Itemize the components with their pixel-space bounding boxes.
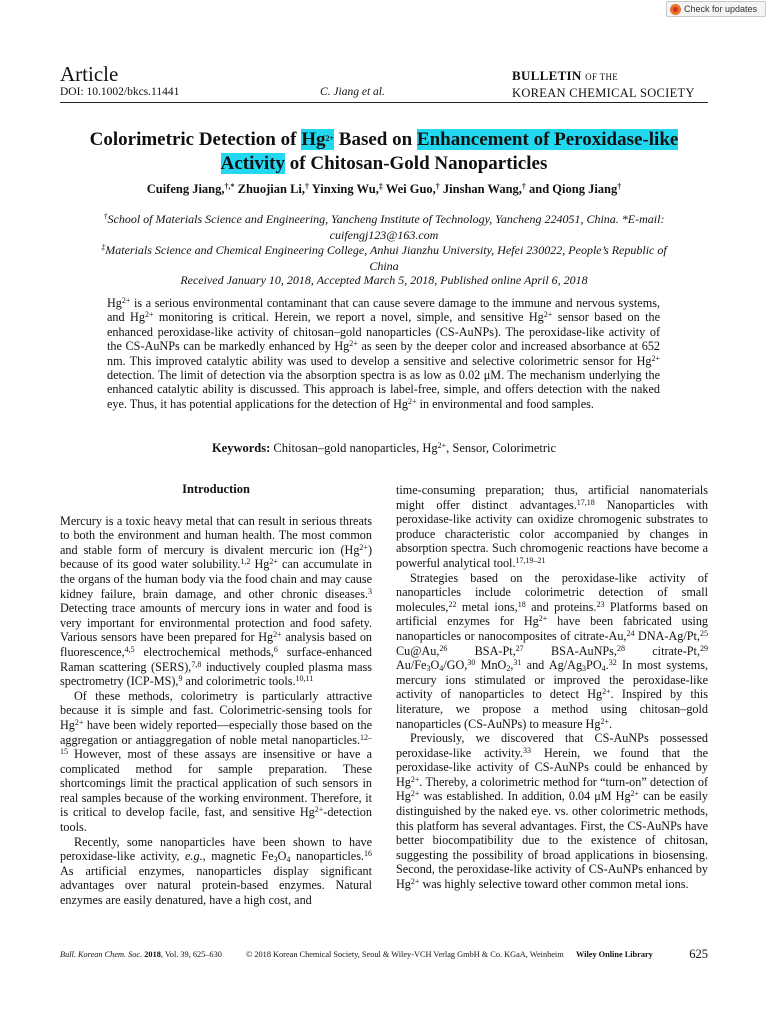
doi: DOI: 10.1002/bkcs.11441 bbox=[60, 86, 180, 98]
intro-paragraph-3: Recently, some nanoparticles have been shown to have peroxidase-like activity, e.g., magnetic $Fe_3O_4$ nanoparticles.$^{16}$ As artificial enzymes, nanoparticles display significant advantages over natural protein-based enzymes. Natural enzymes are easily denatured, have a high cost, and bbox=[60, 834, 372, 908]
abstract: $Hg^{2+}$ is a serious environmental contaminant that can cause severe damage to the immune and nervous systems, and $Hg^{2+}$ monitoring is critical. Herein, we report a novel, simple, and sensitive $Hg^{2+}$ sensor based on the enhanced peroxidase-like activity of chitosan–gold nanoparticles (CS-AuNPs). The peroxidase-like activity of the CS-AuNPs can be markedly enhanced by $Hg^{2+}$ as seen by the deeper color and increased absorbance at 652 nm. This improved catalytic ability was used to develop a sensitive and selective colorimetric sensor for $Hg^{2+}$ detection. The limit of detection via the absorption spectra is as low as 0.02 μM. The mechanism underlying the enhanced catalytic ability is discussed. This approach is label-free, simple, and offers detection with the naked eye. Thus, it has potential applications for the detection of $Hg^{2+}$ in environmental and food samples. bbox=[107, 296, 661, 411]
received-dates: Received January 10, 2018, Accepted March 5, 2018, Published online April 6, 2018 bbox=[180, 273, 588, 287]
author-list: Cuifeng Jiang,†,* Zhuojian Li,† Yinxing Wu,‡ Wei Guo,† Jinshan Wang,† and Qiong Jiang† bbox=[146, 182, 622, 196]
check-updates-label: Check for updates bbox=[684, 4, 758, 14]
intro-paragraph-2: Of these methods, colorimetry is particularly attractive because it is simple and fast. Colorimetric-sensing tools for $Hg^{2+}$ have been widely reported—especially those based on the aggregation or antiaggregation of noble metal nanoparticles.$^{12-15}$ However, most of these assays are insensitive or have a complicated method for sample preparation. These shortcomings limit the practical application of such sensors in real samples because of the working environment. Therefore, it is critical to develop facile, fast, and sensitive $Hg^{2+}$-detection tools. bbox=[60, 688, 372, 835]
section-heading-introduction: Introduction bbox=[182, 482, 250, 496]
footer-journal: Bull. Korean Chem. Soc. 2018, Vol. 39, 625–630 bbox=[60, 950, 222, 959]
affiliations bbox=[90, 212, 678, 274]
intro-paragraph-4: time-consuming preparation; thus, artificial nanomaterials might offer distinct advantages.$^{17,18}$ Nanoparticles with peroxidase-like activity can oxidize chromogenic substrates to produce characteristic color accompanied by changes in absorption spectra. Such chromogenic reactions have become a powerful analytical tool.$^{17,19-21}$ bbox=[396, 483, 708, 570]
keywords: Keywords: Chitosan–gold nanoparticles, $Hg^{2+}$, Sensor, Colorimetric bbox=[211, 441, 557, 455]
paper-title: Colorimetric Detection of $Hg^{2+}$ Based on Enhancement of Peroxidase-like Activity of Chitosan-Gold Nanoparticles bbox=[89, 129, 679, 174]
header-divider bbox=[60, 102, 708, 103]
intro-paragraph-5: Strategies based on the peroxidase-like activity of nanoparticles include colorimetric detection of small molecules,$^{22}$ metal ions,$^{18}$ and proteins.$^{23}$ Platforms based on artificial enzymes for $Hg^{2+}$ have been fabricated using nanoparticles or nanocomposites of citrate-Au,$^{24}$ DNA-Ag/Pt,$^{25}$ Cu@Au,$^{26}$ BSA-Pt,$^{27}$ BSA-AuNPs,$^{28}$ citrate-Pt,$^{29}$ $Au/Fe_3O_4/GO,^{30}$ MnO$_2$,$^{31}$ and $Ag/Ag_3PO_4.^{32}$ In most systems, mercury ions stimulated or improved the peroxidase-like activity of nanoparticles to detect $Hg^{2+}$. Inspired by this literature, we propose a method using chitosan–gold nanoparticles (CS-AuNPs) to measure $Hg^{2+}$. bbox=[396, 570, 709, 731]
title-highlight: Enhancement of Peroxidase-like Activity bbox=[220, 129, 679, 174]
running-authors: C. Jiang et al. bbox=[320, 86, 385, 98]
journal-name-line1 bbox=[512, 68, 618, 84]
journal-name-line2: KOREAN CHEMICAL SOCIETY bbox=[512, 86, 695, 100]
right-column bbox=[396, 483, 708, 892]
footer-wiley: Wiley Online Library bbox=[576, 950, 653, 959]
bulletin-word: BULLETIN bbox=[512, 68, 582, 83]
check-for-updates-button[interactable] bbox=[666, 1, 766, 17]
footer-copyright: © 2018 Korean Chemical Society, Seoul & Wiley-VCH Verlag GmbH & Co. KGaA, Weinheim bbox=[246, 950, 564, 959]
affiliation-2: ‡Materials Science and Chemical Engineering College, Anhui Jianzhu University, Hefei 230022, People’s Republic of China bbox=[101, 243, 667, 273]
left-column bbox=[60, 482, 372, 908]
article-label: Article bbox=[60, 62, 119, 86]
intro-paragraph-1: Mercury is a toxic heavy metal that can result in serious threats to both the environment and human health. The most common and stable form of mercury is divalent mercuric ion $(Hg^{2+})$ because of its good water solubility.$^{1,2}$ $Hg^{2+}$ can accumulate in the organs of the human body via the food chain and may cause kidney failure, brain damage, and other chronic diseases.$^3$ Detecting trace amounts of mercury ions in water and food is very important for environmental protection and food safety. Various sensors have been prepared for $Hg^{2+}$ analysis based on fluorescence,$^{4,5}$ electrochemical methods,$^6$ surface-enhanced Raman scattering (SERS),$^{7,8}$ inductively coupled plasma mass spectrometry (ICP-MS),$^9$ and colorimetric tools.$^{10,11}$ bbox=[60, 513, 373, 689]
affiliation-1: †School of Materials Science and Engineering, Yancheng Institute of Technology, Yancheng 224051, China. *E-mail: cuifengj123@163.com bbox=[103, 212, 665, 242]
page-number: 625 bbox=[689, 947, 708, 961]
check-updates-icon bbox=[670, 4, 681, 15]
intro-paragraph-6: Previously, we discovered that CS-AuNPs possessed peroxidase-like activity.$^{33}$ Herein, we found that the peroxidase-like activity of CS-AuNPs could be enhanced by $Hg^{2+}$. Thereby, a colorimetric method for “turn-on” detection of $Hg^{2+}$ was established. In addition, 0.04 μM $Hg^{2+}$ can be easily distinguished by the naked eye. vs. other colorimetric methods, this platform has several advantages. First, the CS-AuNPs have better biocompatibility due to the existence of chitosan, suggesting the possibility of broad applications in biosensing. Second, the peroxidase-like activity of CS-AuNPs enhanced by $Hg^{2+}$ was highly selective toward other common metal ions. bbox=[396, 731, 709, 892]
of-the-word: OF THE bbox=[585, 72, 619, 82]
